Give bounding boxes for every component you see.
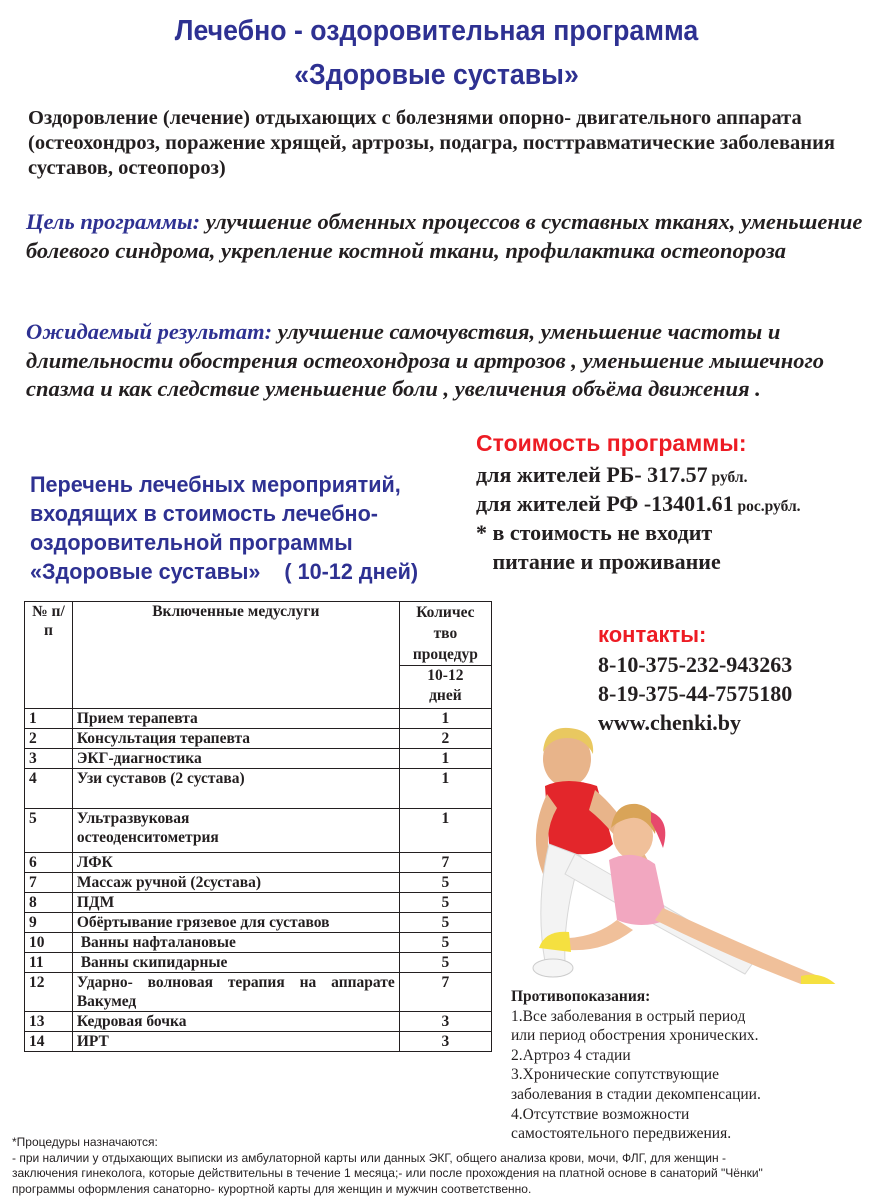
table-row <box>25 1012 492 1032</box>
table-row <box>25 973 492 1012</box>
row-service: Массаж ручной (2сустава) <box>72 873 399 893</box>
services-list-heading <box>30 470 443 586</box>
cost-rb-label: для жителей РБ- 317.57 <box>476 462 708 487</box>
phone-1: 8-10-375-232-943263 <box>598 652 793 677</box>
footnote-line: - при наличии у отдыхающих выписки из амбулаторной карты или данных ЭКГ, общего анализа крови, мочи, ФЛГ, для женщин - <box>12 1150 726 1165</box>
table-row <box>25 873 492 893</box>
table-row <box>25 709 492 729</box>
row-number: 3 <box>25 749 73 769</box>
contacts-title: контакты: <box>598 622 707 647</box>
row-service: Консультация терапевта <box>72 729 399 749</box>
goal-section <box>26 208 866 265</box>
header-quantity-line: процедур <box>412 646 478 663</box>
footnote-line: *Процедуры назначаются: <box>12 1135 158 1149</box>
row-number: 9 <box>25 913 73 933</box>
contraindication-item: 2.Артроз 4 стадии <box>511 1046 631 1064</box>
header-days <box>399 666 491 709</box>
row-service: Ванны нафталановые <box>72 933 399 953</box>
table-row <box>25 729 492 749</box>
table-row <box>25 809 492 853</box>
contraindication-item: заболевания в стадии декомпенсации. <box>511 1085 761 1103</box>
row-service: ЭКГ-диагностика <box>72 749 399 769</box>
exercise-photo <box>505 724 865 984</box>
cost-rb <box>476 461 747 492</box>
cost-title: Стоимость программы: <box>476 430 747 456</box>
row-number: 12 <box>25 973 73 1012</box>
cost-note-2: питание и проживание <box>476 549 721 574</box>
phone-2: 8-19-375-44-7575180 <box>598 681 793 706</box>
program-name: «Здоровые суставы» <box>294 59 579 91</box>
contraindication-item: или период обострения хронических. <box>511 1027 759 1045</box>
contraindications <box>511 987 851 1144</box>
row-service: Ультразвуковая остеоденситометрия <box>72 809 399 853</box>
cost-rb-unit: рубл. <box>707 469 748 486</box>
header-quantity-line: тво <box>433 625 458 642</box>
row-number: 1 <box>25 709 73 729</box>
row-quantity: 7 <box>399 973 491 1012</box>
row-service: Прием терапевта <box>72 709 399 729</box>
website-link[interactable]: www.chenki.by <box>598 710 742 735</box>
row-number: 6 <box>25 853 73 873</box>
table-row <box>25 1032 492 1052</box>
row-number: 2 <box>25 729 73 749</box>
table-row <box>25 749 492 769</box>
row-number: 5 <box>25 809 73 853</box>
cost-rf-unit: рос.рубл. <box>733 498 801 515</box>
row-service: ПДМ <box>72 893 399 913</box>
header-quantity-line: Количес <box>416 604 475 621</box>
row-number: 10 <box>25 933 73 953</box>
header-quantity <box>399 602 491 666</box>
page-title: Лечебно - оздоровительная программа <box>174 15 699 47</box>
header-service: Включенные медуслуги <box>72 602 399 709</box>
child-leg <box>569 920 633 950</box>
table-row <box>25 853 492 873</box>
table-row <box>25 933 492 953</box>
list-heading-line: «Здоровые суставы» ( 10-12 дней) <box>30 559 419 584</box>
table-row <box>25 953 492 973</box>
goal-label: Цель программы: <box>26 209 201 234</box>
row-service: Узи суставов (2 сустава) <box>72 769 399 809</box>
row-number: 8 <box>25 893 73 913</box>
contraindication-item: 3.Хронические сопутствующие <box>511 1066 719 1084</box>
header-days-line: дней <box>429 687 462 704</box>
child-shirt <box>609 855 667 925</box>
intro-text: Оздоровление (лечение) отдыхающих с болезнями опорно- двигательного аппарата (остеохондроз, поражение хрящей, артрозы, подагра, посттравматические заболевания суставов, остеопороз) <box>28 107 836 179</box>
row-quantity: 5 <box>399 933 491 953</box>
table-row <box>25 769 492 809</box>
result-label: Ожидаемый результат: <box>26 319 273 344</box>
adult-shoe <box>533 959 573 977</box>
row-service: Обёртывание грязевое для суставов <box>72 913 399 933</box>
row-service: Ударно- волновая терапия на аппарате Вакумед <box>72 973 399 1012</box>
row-service: ИРТ <box>72 1032 399 1052</box>
row-quantity: 5 <box>399 873 491 893</box>
row-quantity: 5 <box>399 893 491 913</box>
row-number: 11 <box>25 953 73 973</box>
contraindication-item: 4.Отсутствие возможности <box>511 1105 690 1123</box>
child-leg <box>655 908 823 984</box>
row-number: 14 <box>25 1032 73 1052</box>
row-number: 13 <box>25 1012 73 1032</box>
row-quantity: 5 <box>399 953 491 973</box>
header-days-line: 10-12 <box>427 667 464 684</box>
result-section <box>26 318 866 404</box>
table-row <box>25 893 492 913</box>
row-number: 7 <box>25 873 73 893</box>
table-row <box>25 913 492 933</box>
cost-rf-label: для жителей РФ -13401.61 <box>476 491 734 516</box>
contraindication-item: самостоятельного передвижения. <box>511 1125 732 1143</box>
goal-text: улучшение обменных процессов в суставных тканях, уменьшение болевого синдрома, укрепление костной ткани, профилактика остеопороза <box>26 209 863 263</box>
row-quantity: 1 <box>399 809 491 853</box>
list-heading-line: оздоровительной программы <box>30 530 353 555</box>
row-quantity: 7 <box>399 853 491 873</box>
footnote <box>12 1135 862 1197</box>
row-service: Кедровая бочка <box>72 1012 399 1032</box>
row-quantity: 1 <box>399 749 491 769</box>
cost-rf <box>476 490 801 521</box>
row-service: ЛФК <box>72 853 399 873</box>
footnote-line: программы оформления санаторно- курортной карты для женщин и мужчин соответственно. <box>12 1181 532 1196</box>
row-quantity: 3 <box>399 1032 491 1052</box>
child-shoe <box>801 975 841 984</box>
row-quantity: 1 <box>399 769 491 809</box>
row-service: Ванны скипидарные <box>72 953 399 973</box>
row-quantity: 5 <box>399 913 491 933</box>
list-heading-line: Перечень лечебных мероприятий, <box>30 472 401 497</box>
contraindications-title: Противопоказания: <box>511 988 651 1005</box>
header-number: № п/п <box>25 602 73 709</box>
cost-note-1: * в стоимость не входит <box>476 520 713 545</box>
services-table <box>24 601 492 1052</box>
row-quantity: 2 <box>399 729 491 749</box>
contraindication-item: 1.Все заболевания в острый период <box>511 1007 746 1025</box>
row-number: 4 <box>25 769 73 809</box>
row-quantity: 3 <box>399 1012 491 1032</box>
footnote-line: заключения гинеколога, которые действительны в течение 1 месяца;- или после прохождения на платной основе в санаторий "Чёнки" <box>12 1166 763 1181</box>
result-text: улучшение самочувствия, уменьшение частоты и длительности обострения остеохондроза и артрозов , уменьшение мышечного спазма и как следствие уменьшение боли , увеличения объёма движения . <box>26 319 825 401</box>
row-quantity: 1 <box>399 709 491 729</box>
list-heading-line: входящих в стоимость лечебно- <box>30 501 378 526</box>
